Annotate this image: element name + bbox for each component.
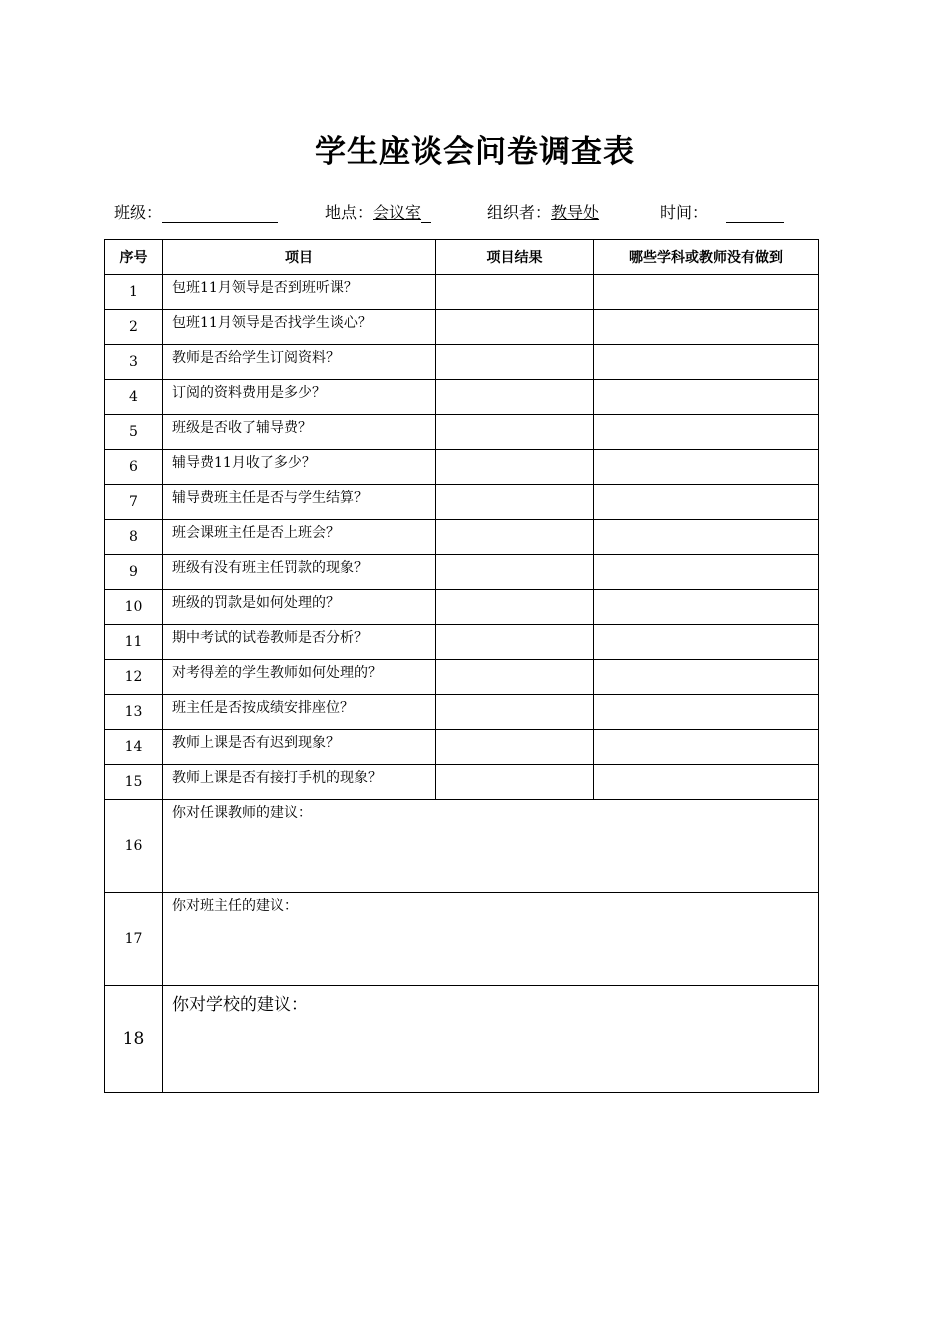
row-item: 教师是否给学生订阅资料？ xyxy=(163,345,436,380)
table-row xyxy=(105,555,819,590)
suggestion-teachers[interactable]: 你对任课教师的建议： xyxy=(163,800,819,893)
who-cell[interactable] xyxy=(594,450,819,485)
who-cell[interactable] xyxy=(594,660,819,695)
row-number: 4 xyxy=(105,380,163,415)
page-title: 学生座谈会问卷调查表 xyxy=(315,134,635,170)
row-item: 班会课班主任是否上班会？ xyxy=(163,520,436,555)
row-number: 3 xyxy=(105,345,163,380)
who-cell[interactable] xyxy=(594,590,819,625)
result-cell[interactable] xyxy=(436,520,594,555)
row-number: 16 xyxy=(105,800,163,893)
row-number: 1 xyxy=(105,275,163,310)
who-cell[interactable] xyxy=(594,625,819,660)
row-number: 7 xyxy=(105,485,163,520)
class-blank[interactable] xyxy=(162,204,278,223)
row-item: 教师上课是否有接打手机的现象？ xyxy=(163,765,436,800)
row-item: 班级的罚款是如何处理的？ xyxy=(163,590,436,625)
row-number: 12 xyxy=(105,660,163,695)
table-row xyxy=(105,590,819,625)
result-cell[interactable] xyxy=(436,555,594,590)
table-row xyxy=(105,730,819,765)
result-cell[interactable] xyxy=(436,380,594,415)
table-row xyxy=(105,660,819,695)
result-cell[interactable] xyxy=(436,695,594,730)
row-number: 2 xyxy=(105,310,163,345)
table-row xyxy=(105,380,819,415)
suggestion-school[interactable]: 你对学校的建议： xyxy=(163,986,819,1093)
result-cell[interactable] xyxy=(436,765,594,800)
row-number: 18 xyxy=(105,986,163,1093)
header-who: 哪些学科或教师没有做到 xyxy=(594,240,819,275)
info-line xyxy=(0,200,950,228)
suggestion-head-teacher[interactable]: 你对班主任的建议： xyxy=(163,893,819,986)
time-field xyxy=(660,200,784,223)
who-cell[interactable] xyxy=(594,310,819,345)
row-number: 13 xyxy=(105,695,163,730)
header-no: 序号 xyxy=(105,240,163,275)
row-item: 班主任是否按成绩安排座位？ xyxy=(163,695,436,730)
who-cell[interactable] xyxy=(594,730,819,765)
result-cell[interactable] xyxy=(436,590,594,625)
result-cell[interactable] xyxy=(436,660,594,695)
row-item: 包班11月领导是否找学生谈心？ xyxy=(163,310,436,345)
row-number: 5 xyxy=(105,415,163,450)
row-item: 班级是否收了辅导费？ xyxy=(163,415,436,450)
row-number: 14 xyxy=(105,730,163,765)
row-item: 教师上课是否有迟到现象？ xyxy=(163,730,436,765)
table-header-row xyxy=(105,240,819,275)
time-blank[interactable] xyxy=(726,204,784,223)
organizer-label: 组织者： xyxy=(487,203,552,222)
row-number: 8 xyxy=(105,520,163,555)
table-row xyxy=(105,625,819,660)
table-row xyxy=(105,485,819,520)
class-field xyxy=(114,200,278,223)
table-row xyxy=(105,415,819,450)
row-number: 11 xyxy=(105,625,163,660)
place-value: 会议室 xyxy=(373,203,422,222)
organizer-value: 教导处 xyxy=(551,203,600,222)
table-row xyxy=(105,765,819,800)
row-number: 17 xyxy=(105,893,163,986)
table-row xyxy=(105,695,819,730)
who-cell[interactable] xyxy=(594,765,819,800)
header-result: 项目结果 xyxy=(436,240,594,275)
place-field xyxy=(325,200,431,223)
row-number: 10 xyxy=(105,590,163,625)
who-cell[interactable] xyxy=(594,380,819,415)
row-item: 期中考试的试卷教师是否分析？ xyxy=(163,625,436,660)
table-row xyxy=(105,450,819,485)
who-cell[interactable] xyxy=(594,275,819,310)
result-cell[interactable] xyxy=(436,310,594,345)
row-number: 15 xyxy=(105,765,163,800)
result-cell[interactable] xyxy=(436,625,594,660)
table-row xyxy=(105,310,819,345)
row-item: 班级有没有班主任罚款的现象？ xyxy=(163,555,436,590)
row-item: 辅导费11月收了多少？ xyxy=(163,450,436,485)
suggestion-row-teachers xyxy=(105,800,819,893)
header-item: 项目 xyxy=(163,240,436,275)
who-cell[interactable] xyxy=(594,415,819,450)
who-cell[interactable] xyxy=(594,695,819,730)
table-row xyxy=(105,520,819,555)
organizer-field xyxy=(487,200,599,223)
who-cell[interactable] xyxy=(594,485,819,520)
result-cell[interactable] xyxy=(436,345,594,380)
time-label: 时间： xyxy=(660,203,709,222)
survey-table xyxy=(104,239,819,1093)
who-cell[interactable] xyxy=(594,520,819,555)
table-row xyxy=(105,345,819,380)
place-label: 地点： xyxy=(325,203,374,222)
who-cell[interactable] xyxy=(594,555,819,590)
suggestion-row-school xyxy=(105,986,819,1093)
result-cell[interactable] xyxy=(436,450,594,485)
row-item: 订阅的资料费用是多少？ xyxy=(163,380,436,415)
row-item: 辅导费班主任是否与学生结算？ xyxy=(163,485,436,520)
class-label: 班级： xyxy=(114,203,163,222)
place-blank xyxy=(421,204,431,223)
row-number: 9 xyxy=(105,555,163,590)
row-number: 6 xyxy=(105,450,163,485)
suggestion-row-head-teacher xyxy=(105,893,819,986)
result-cell[interactable] xyxy=(436,730,594,765)
row-item: 对考得差的学生教师如何处理的？ xyxy=(163,660,436,695)
result-cell[interactable] xyxy=(436,275,594,310)
who-cell[interactable] xyxy=(594,345,819,380)
result-cell[interactable] xyxy=(436,485,594,520)
result-cell[interactable] xyxy=(436,415,594,450)
row-item: 包班11月领导是否到班听课？ xyxy=(163,275,436,310)
table-row xyxy=(105,275,819,310)
